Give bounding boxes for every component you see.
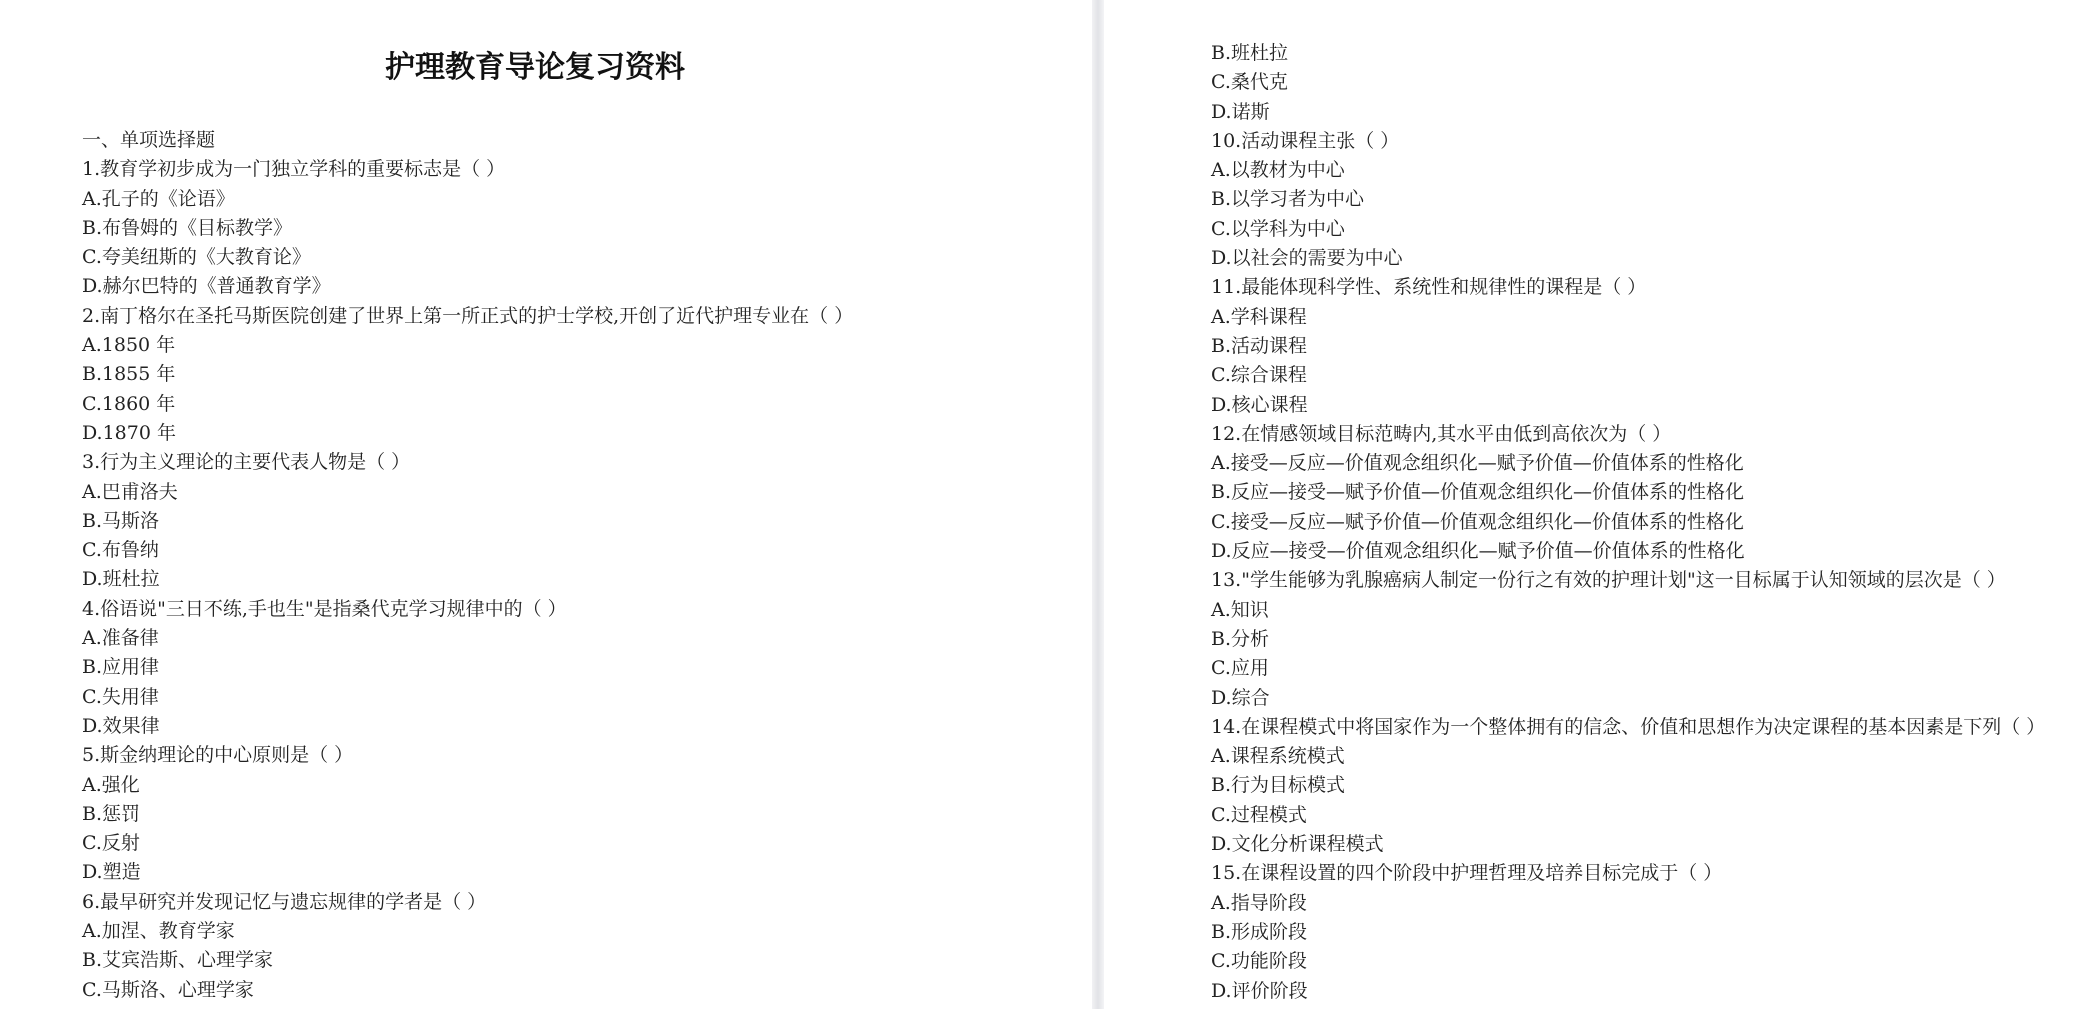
text-line: 2.南丁格尔在圣托马斯医院创建了世界上第一所正式的护士学校,开创了近代护理专业在（ ） xyxy=(82,304,854,327)
text-line: C.功能阶段 xyxy=(1211,950,1307,973)
text-line: A.接受—反应—价值观念组织化—赋予价值—价值体系的性格化 xyxy=(1211,452,1744,475)
page-gutter xyxy=(1092,0,1104,1009)
text-line: B.布鲁姆的《目标教学》 xyxy=(82,216,293,239)
text-line: A.学科课程 xyxy=(1211,305,1307,328)
text-line: 12.在情感领域目标范畴内,其水平由低到高依次为（ ） xyxy=(1211,422,1672,445)
text-line: C.接受—反应—赋予价值—价值观念组织化—价值体系的性格化 xyxy=(1211,510,1744,533)
text-line: D.赫尔巴特的《普通教育学》 xyxy=(82,275,331,298)
text-line: D.以社会的需要为中心 xyxy=(1211,247,1403,270)
text-line: B.惩罚 xyxy=(82,802,141,825)
text-line: A.1850 年 xyxy=(82,334,176,357)
text-line: A.准备律 xyxy=(82,627,159,650)
text-line: C.以学科为中心 xyxy=(1211,217,1345,240)
text-line: B.应用律 xyxy=(82,656,160,679)
text-line: 1.教育学初步成为一门独立学科的重要标志是（ ） xyxy=(82,158,506,181)
text-line: B.形成阶段 xyxy=(1211,920,1308,943)
text-line: C.马斯洛、心理学家 xyxy=(82,978,254,1001)
text-line: B.行为目标模式 xyxy=(1211,774,1346,797)
text-line: C.反射 xyxy=(82,832,140,855)
right-page-text xyxy=(1211,39,2045,1006)
text-line: D.班杜拉 xyxy=(82,568,160,591)
text-line: A.孔子的《论语》 xyxy=(82,187,235,210)
text-line: A.以教材为中心 xyxy=(1211,159,1345,182)
text-line: 4.俗语说"三日不练,手也生"是指桑代克学习规律中的（ ） xyxy=(82,597,567,620)
text-line: A.强化 xyxy=(82,773,140,796)
text-line: D.核心课程 xyxy=(1211,393,1308,416)
text-line: 一、单项选择题 xyxy=(82,129,216,151)
text-line: B.艾宾浩斯、心理学家 xyxy=(82,949,274,972)
text-line: D.诺斯 xyxy=(1211,100,1270,123)
text-line: B.马斯洛 xyxy=(82,509,160,532)
document-page-right xyxy=(1104,0,2080,1009)
text-line: D.效果律 xyxy=(82,714,160,737)
text-line: 13."学生能够为乳腺癌病人制定一份行之有效的护理计划"这一目标属于认知领域的层次是（ ） xyxy=(1211,569,2006,592)
text-line: 6.最早研究并发现记忆与遗忘规律的学者是（ ） xyxy=(82,890,487,913)
text-line: C.1860 年 xyxy=(82,392,176,415)
text-line: B.分析 xyxy=(1211,627,1270,650)
text-line: C.夸美纽斯的《大教育论》 xyxy=(82,246,311,269)
text-line: B.反应—接受—赋予价值—价值观念组织化—价值体系的性格化 xyxy=(1211,481,1745,504)
text-line: A.课程系统模式 xyxy=(1211,745,1345,768)
text-line: C.布鲁纳 xyxy=(82,539,159,562)
text-line: 15.在课程设置的四个阶段中护理哲理及培养目标完成于（ ） xyxy=(1211,862,1723,885)
text-line: 14.在课程模式中将国家作为一个整体拥有的信念、价值和思想作为决定课程的基本因素是下列（ ） xyxy=(1211,715,2046,738)
text-line: D.文化分析课程模式 xyxy=(1211,833,1384,856)
text-line: D.塑造 xyxy=(82,861,141,884)
text-line: D.反应—接受—价值观念组织化—赋予价值—价值体系的性格化 xyxy=(1211,540,1745,563)
text-line: C.桑代克 xyxy=(1211,71,1288,94)
text-line: 11.最能体现科学性、系统性和规律性的课程是（ ） xyxy=(1211,276,1647,299)
text-line: B.1855 年 xyxy=(82,363,176,386)
text-line: C.综合课程 xyxy=(1211,364,1307,387)
text-line: 3.行为主义理论的主要代表人物是（ ） xyxy=(82,451,411,474)
text-line: 5.斯金纳理论的中心原则是（ ） xyxy=(82,744,354,767)
text-line: 10.活动课程主张（ ） xyxy=(1211,129,1400,152)
text-line: A.加涅、教育学家 xyxy=(82,920,235,943)
text-line: D.综合 xyxy=(1211,686,1270,709)
text-line: B.以学习者为中心 xyxy=(1211,188,1365,211)
text-line: B.活动课程 xyxy=(1211,334,1308,357)
document-title: 护理教育导论复习资料 xyxy=(385,50,685,85)
text-line: B.班杜拉 xyxy=(1211,42,1289,64)
text-line: A.巴甫洛夫 xyxy=(82,480,178,503)
text-line: A.指导阶段 xyxy=(1211,891,1307,914)
text-line: C.应用 xyxy=(1211,657,1269,680)
text-line: A.知识 xyxy=(1211,598,1269,621)
text-line: D.评价阶段 xyxy=(1211,979,1308,1002)
left-page-text xyxy=(82,126,853,1005)
text-line: C.过程模式 xyxy=(1211,803,1307,826)
text-line: D.1870 年 xyxy=(82,421,176,444)
text-line: C.失用律 xyxy=(82,685,159,708)
